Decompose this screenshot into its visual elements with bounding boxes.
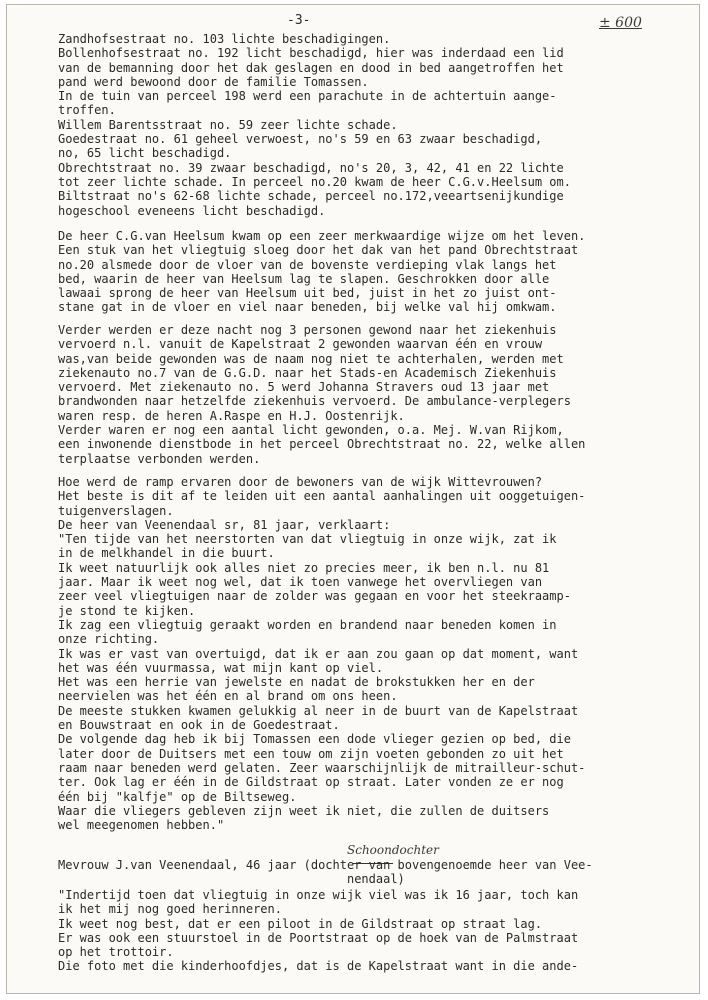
text-line: Obrechtstraat no. 39 zwaar beschadigd, no's 20, 3, 42, 41 en 22 lichte [58,160,564,175]
document-page [6,4,700,994]
paragraph-3 [58,323,698,466]
text-line: raam naar beneden werd gelaten. Zeer waarschijnlijk de mitrailleur-schut- [58,760,586,775]
text-line: later door de Duitsers met een touw om zijn voeten gebonden zo uit het [58,746,564,761]
text-line: "Ten tijde van het neerstorten van dat vliegtuig in onze wijk, zat ik [58,532,557,547]
text-line: "Indertijd toen dat vliegtuig in onze wijk viel was ik 16 jaar, toch kan [58,888,579,902]
text-line: en Bouwstraat en ook in de Goedestraat. [58,718,340,733]
text-line: terplaatse verbonden werden. [58,451,261,466]
text-line: Hoe werd de ramp ervaren door de bewoners van de wijk Wittevrouwen? [58,475,543,489]
text-line: ziekenauto no.7 van de G.G.D. naar het Stads-en Academisch Ziekenhuis [58,365,557,380]
text-line: ter. Ook lag er één in de Gildstraat op straat. Later vonden ze er nog [58,775,564,790]
text-line: waren resp. de heren A.Raspe en H.J. Oostenrijk. [58,408,405,423]
text-line: brandwonden naar hetzelfde ziekenhuis vervoerd. De ambulance-verplegers [58,394,571,409]
text-line: hogeschool eveneens licht beschadigd. [58,203,326,218]
text-line: Het was een herrie van jewelste en nadat de brokstukken her en der [58,675,535,690]
text-line: no, 65 licht beschadigd. [58,146,232,161]
text-line: pand werd bewoond door de familie Tomassen. [58,74,369,89]
text-line: De heer van Veenendaal sr, 81 jaar, verklaart: [58,517,391,532]
handwritten-insert: Schoondochter [347,843,439,857]
paragraph-2 [58,229,698,315]
text-line: Een stuk van het vliegtuig sloeg door het dak van het pand Obrechtstraat [58,243,579,258]
text-line: De heer C.G.van Heelsum kwam op een zeer merkwaardige wijze om het leven. [58,229,586,243]
text-line: ik het mij nog goed herinneren. [58,902,282,917]
text-line: tot zeer lichte schade. In perceel no.20 kwam de heer C.G.v.Heelsum om. [58,174,571,189]
text-line: een inwonende dienstbode in het perceel Obrechtstraat no. 22, welke allen [58,437,586,452]
text-line: Ik zag een vliegtuig geraakt worden en brandend naar beneden komen in [58,617,557,632]
text-line: was,van beide gewonden was de naam nog niet te achterhalen, werden met [58,351,564,366]
text-line: lawaai sprong de heer van Heelsum uit bed, juist in het zo juist ont- [58,286,557,301]
text-line: Ik weet natuurlijk ook alles niet zo precies meer, ik ben n.l. nu 81 [58,560,550,575]
text-line: Willem Barentsstraat no. 59 zeer lichte schade. [58,117,398,132]
text-line: Bollenhofsestraat no. 192 licht beschadigd, hier was inderdaad een lid [58,46,564,61]
text-line: In de tuin van perceel 198 werd een parachute in de achtertuin aange- [58,89,557,104]
text-line: Het beste is dit af te leiden uit een aantal aanhalingen uit ooggetuigen- [58,489,586,504]
text-line: neervielen was het één en al brand om ons heen. [58,689,398,704]
text-line: Zandhofsestraat no. 103 lichte beschadigingen. [58,32,391,46]
text-line: Ik weet nog best, dat er een piloot in de Gildstraat op straat lag. [58,916,543,931]
page-number: -3- [287,13,311,28]
text-line: je stond te kijken. [58,603,196,618]
text-line: bed, waarin de heer van Heelsum lag te slapen. Geschrokken door alle [58,271,550,286]
text-line: Verder werden er deze nacht nog 3 personen gewond naar het ziekenhuis [58,323,557,337]
text-line: Waar die vliegers gebleven zijn weet ik niet, die zullen de duitsers [58,803,550,818]
paragraph-5 [58,858,698,887]
text-line: Goedestraat no. 61 geheel verwoest, no's 59 en 63 zwaar beschadigd, [58,132,543,147]
text-line: onze richting. [58,632,160,647]
text-line: De volgende dag heb ik bij Tomassen een dode vlieger gezien op bed, die [58,732,571,747]
text-line: jaar. Maar ik weet nog wel, dat ik toen vanwege het overvliegen van [58,575,543,590]
text-line: Mevrouw J.van Veenendaal, 46 jaar (dochter van bovengenoemde heer van Vee- [58,858,593,872]
text-line: zeer veel vliegtuigen naar de zolder was gegaan en voor het steekraamp- [58,589,571,604]
text-line: Verder waren er nog een aantal licht gewonden, o.a. Mej. W.van Rijkom, [58,423,564,438]
text-line: Biltstraat no's 62-68 lichte schade, perceel no.172,veeartsenijkundige [58,189,564,204]
handwritten-annotation: ± 600 [599,15,642,31]
text-line: vervoerd n.l. vanuit de Kapelstraat 2 gewonden waarvan één en vrouw [58,337,543,352]
paragraph-1 [58,32,698,218]
text-line: in de melkhandel in die buurt. [58,546,275,561]
text-line: De meeste stukken kwamen gelukkig al neer in de buurt van de Kapelstraat [58,703,579,718]
text-line: vervoerd. Met ziekenauto no. 5 werd Johanna Stravers oud 13 jaar met [58,380,550,395]
text-line: tuigenverslagen. [58,503,174,518]
text-line: Ik was er vast van overtuigd, dat ik er aan zou gaan op dat moment, want [58,646,579,661]
paragraph-6 [58,888,698,974]
text-line: Die foto met die kinderhoofdjes, dat is de Kapelstraat want in die ande- [58,959,579,974]
text-line: no.20 alsmede door de vloer van de bovenste verdieping vlak langs het [58,257,557,272]
text-line: troffen. [58,103,116,118]
text-line: één bij "kalfje" op de Biltseweg. [58,789,297,804]
text-line: op het trottoir. [58,945,174,960]
text-line: nendaal) [58,872,405,887]
text-line: stane gat in de vloer en viel naar beneden, bij welke val hij omkwam. [58,300,557,315]
text-line: het was één vuurmassa, wat mijn kant op viel. [58,660,384,675]
paragraph-4 [58,475,698,832]
text-line: Er was ook een stuurstoel in de Poortstraat op de hoek van de Palmstraat [58,930,579,945]
text-line: van de bemanning door het dak geslagen en dood in bed aangetroffen het [58,60,564,75]
text-line: wel meegenomen hebben." [58,818,225,833]
